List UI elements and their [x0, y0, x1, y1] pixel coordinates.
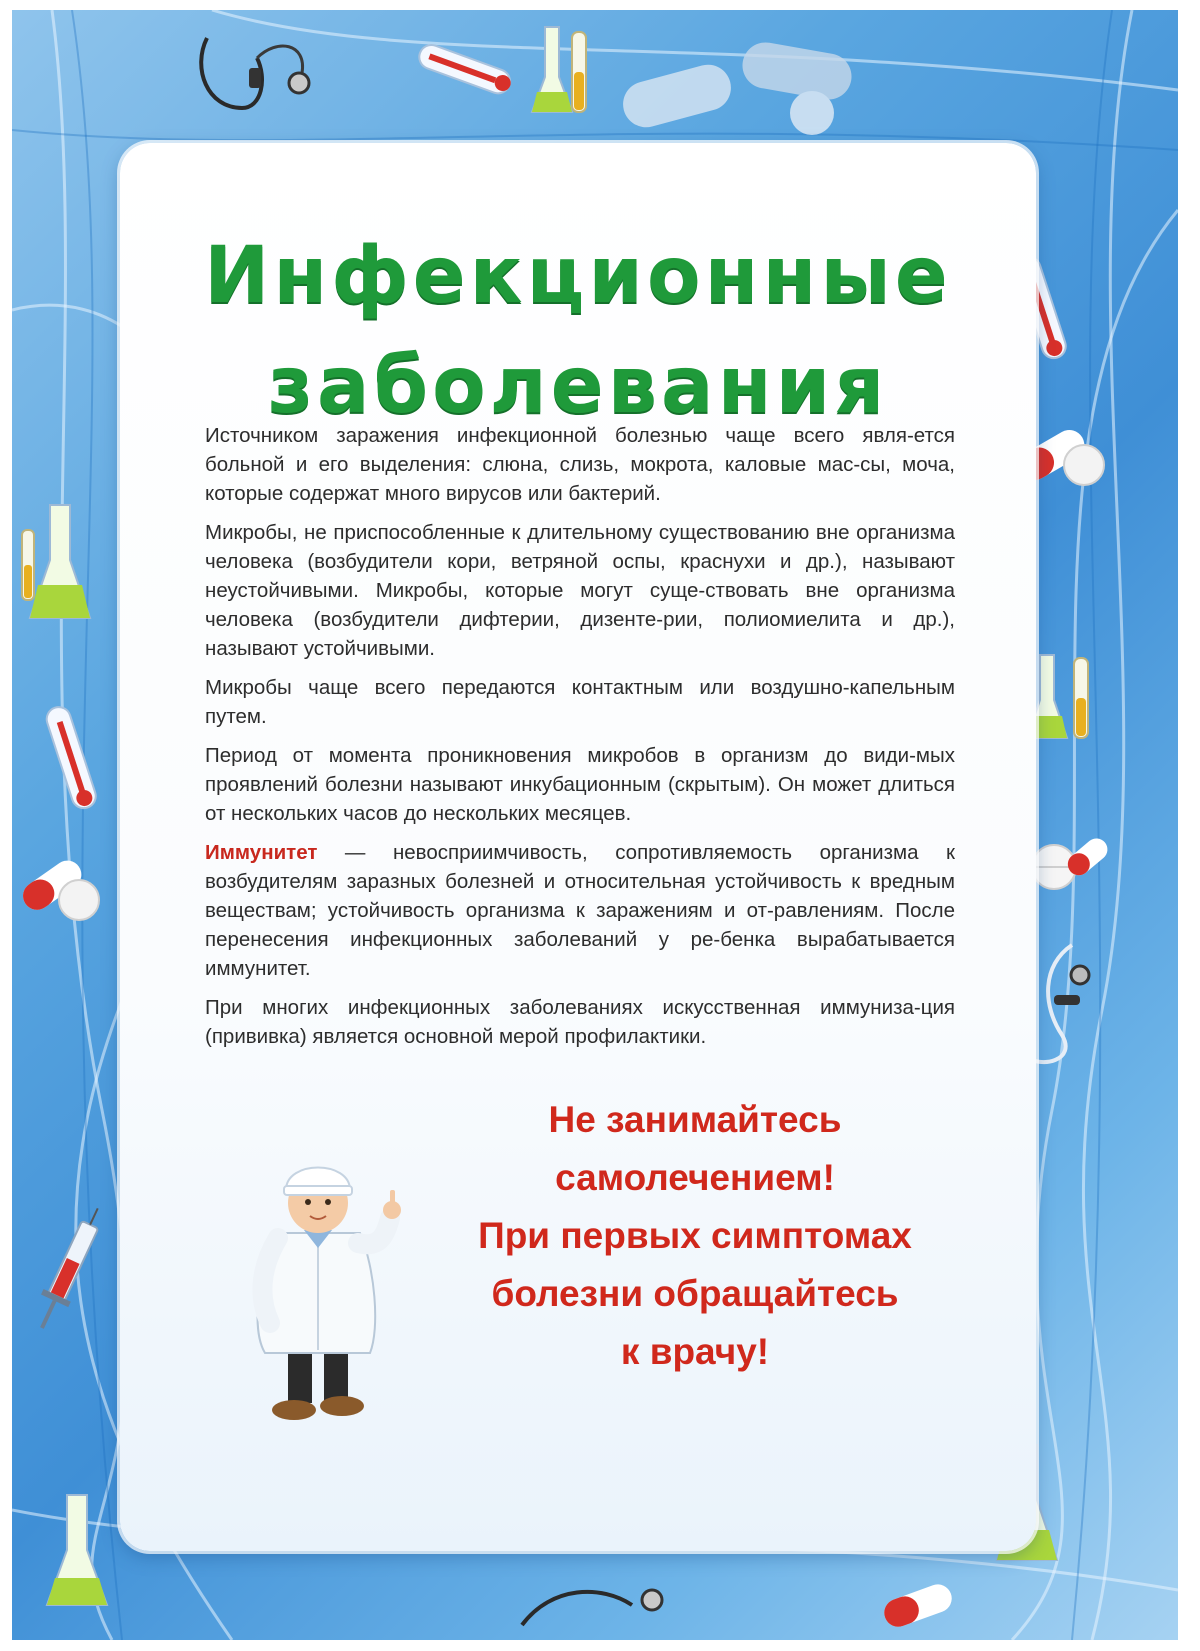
pill-capsule-icon: [612, 28, 872, 138]
stethoscope-icon: [187, 28, 317, 123]
flask-icon: [527, 22, 597, 122]
title-line-2: заболевания: [267, 341, 889, 431]
paragraph-vaccination: При многих инфекционных заболеваниях искусственная иммуниза-ция (прививка) является основной мерой профилактики.: [205, 996, 955, 1048]
thermometer-icon: [37, 700, 107, 820]
paragraph-transmission: Микробы чаще всего передаются контактным или воздушно-капельным путем.: [205, 676, 955, 728]
body-text: [205, 421, 955, 1061]
doctor-boy-illustration: [220, 1138, 420, 1438]
paragraph-source-of-infection: Источником заражения инфекционной болезнью чаще всего явля-ется больной и его выделения: слюна, слизь, мокрота, каловые мас-сы, моча, которые содержат много вирусов или бактерий.: [205, 424, 955, 505]
warning-line: самолечением!: [555, 1157, 835, 1198]
pill-capsule-icon: [872, 1570, 972, 1635]
poster-title: [120, 221, 1036, 441]
warning-line: При первых симптомах: [478, 1215, 912, 1256]
flask-icon: [20, 500, 100, 625]
warning-line: Не занимайтесь: [548, 1099, 842, 1140]
pill-capsule-icon: [14, 845, 109, 930]
warning-message: [400, 1091, 990, 1381]
paragraph-microbe-types: Микробы, не приспособленные к длительному существованию вне организма человека (возбудители кори, ветряной оспы, краснухи и др.), называют неустойчивыми. Микробы, которые могут суще-ствовать вне организма человека (возбудители дифтерии, дизенте-рии, полиомиелита и др.), называют устойчивыми.: [205, 521, 955, 660]
paragraph-incubation: Период от момента проникновения микробов в организм до види-мых проявлений болезни называют инкубационным (скрытым). Он может длиться от нескольких часов до нескольких месяцев.: [205, 744, 955, 825]
immunity-term: Иммунитет: [205, 841, 318, 864]
content-card: [120, 143, 1036, 1551]
warning-line: болезни обращайтесь: [491, 1273, 899, 1314]
immunity-definition: — невосприимчивость, сопротивляемость организма к возбудителям заразных болезней и относительная устойчивость к вредным веществам; устойчивость организма к заражениям и от-равлениям. После перенесения инфекционных заболеваний у ре-бенка вырабатывается иммунитет.: [205, 841, 955, 980]
thermometer-icon: [407, 30, 527, 110]
paragraph-immunity: [205, 838, 955, 983]
title-line-1: Инфекционные: [204, 231, 952, 321]
stethoscope-icon: [512, 1565, 682, 1635]
syringe-icon: [24, 1200, 114, 1340]
warning-line: к врачу!: [620, 1331, 770, 1372]
